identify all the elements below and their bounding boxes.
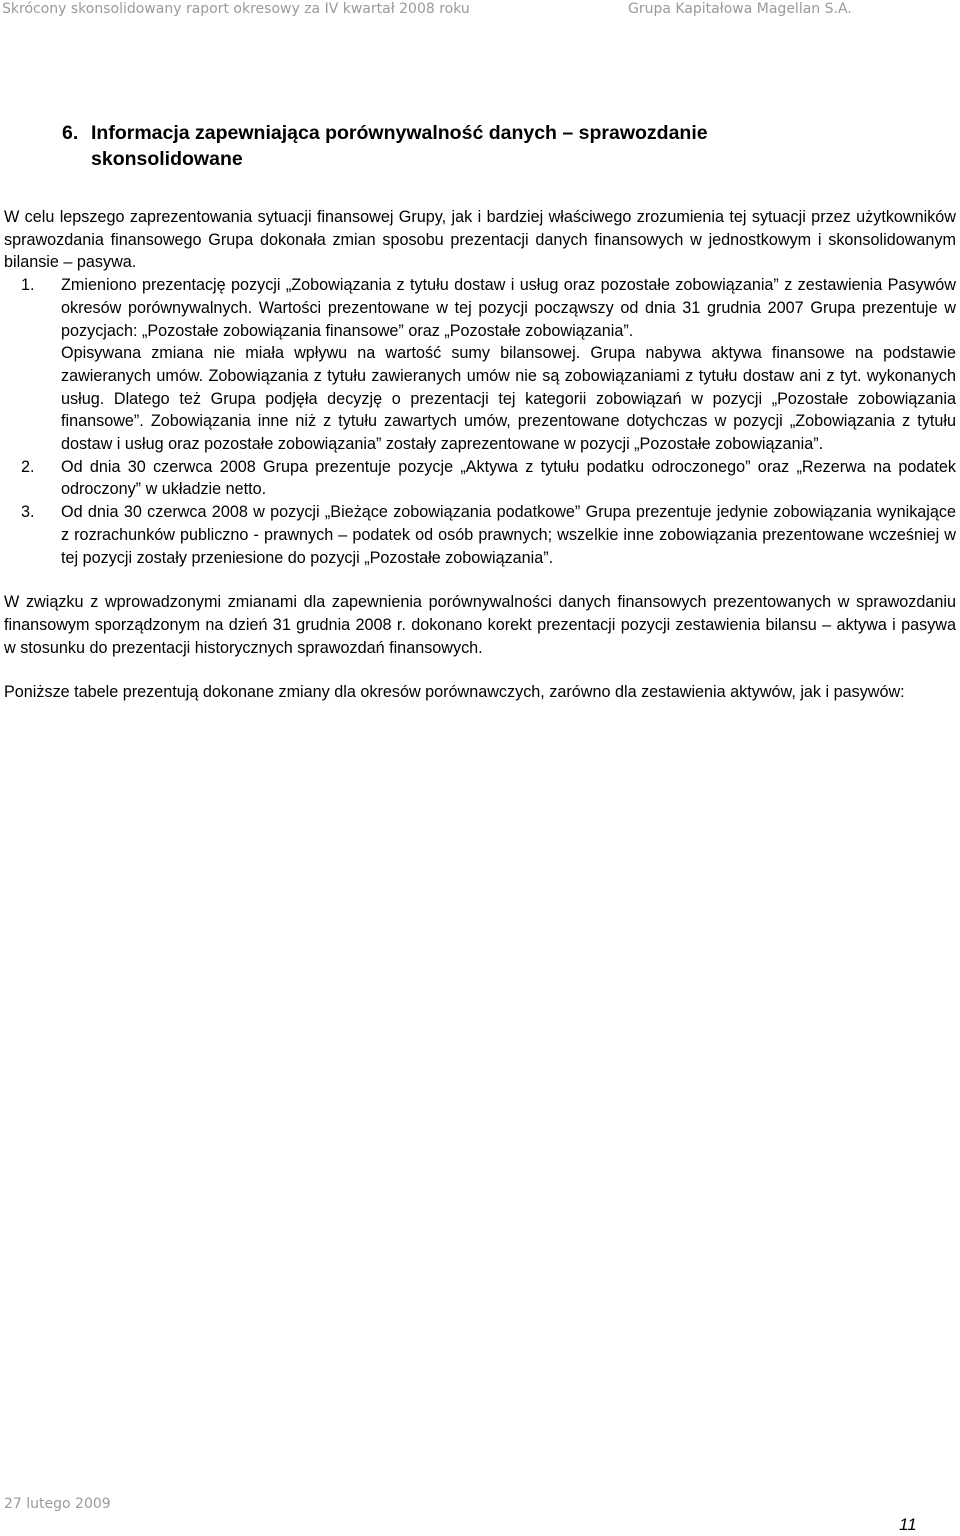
document-body (4, 206, 956, 704)
paragraph-spacer (4, 659, 956, 681)
header-company-name: Grupa Kapitałowa Magellan S.A. (628, 1, 852, 17)
list-item-text: Od dnia 30 czerwca 2008 Grupa prezentuje pozycje „Aktywa z tytułu podatku odroczonego” oraz „Rezerwa na podatek odroczony” w układzie netto. (61, 457, 956, 499)
list-item (4, 274, 956, 456)
section-number: 6. (62, 122, 79, 144)
footer-date: 27 lutego 2009 (4, 1496, 111, 1512)
page-number: 11 (899, 1515, 917, 1534)
list-item (4, 456, 956, 501)
list-item-marker: 1. (21, 276, 35, 295)
list-item-text: Zmieniono prezentację pozycji „Zobowiązania z tytułu dostaw i usług oraz pozostałe zobowiązania” z zestawienia Pasywów okresów porównywalnych. Wartości prezentowane w tej pozycji począwszy od dnia 31 grudnia 2007 Grupa prezentuje w pozycjach: „Pozostałe zobowiązania finansowe” oraz „Pozostałe zobowiązania”. (61, 276, 956, 340)
header-report-title: Skrócony skonsolidowany raport okresowy za IV kwartał 2008 roku (2, 1, 470, 17)
section-title (62, 120, 922, 172)
section-title-line1: Informacja zapewniająca porównywalność danych – sprawozdanie (91, 122, 708, 144)
running-header (0, 0, 960, 20)
changes-list (4, 274, 956, 569)
list-item-text: Od dnia 30 czerwca 2008 w pozycji „Bieżące zobowiązania podatkowe” Grupa prezentuje jedynie zobowiązania wynikające z rozrachunków publiczno - prawnych – podatek od osób prawnych; wszelkie inne zobowiązania prezentowane wcześniej w tej pozycji zostały przeniesione do pozycji „Pozostałe zobowiązania”. (61, 503, 956, 567)
list-item-marker: 2. (21, 457, 35, 476)
intro-paragraph: W celu lepszego zaprezentowania sytuacji finansowej Grupy, jak i bardziej właściwego zrozumienia tej sytuacji przez użytkowników sprawozdania finansowego Grupa dokonała zmian sposobu prezentacji danych finansowych w jednostkowym i skonsolidowanym bilansie – pasywa. (4, 208, 956, 272)
list-item-marker: 3. (21, 503, 35, 522)
paragraph-spacer (4, 569, 956, 591)
tables-intro-paragraph: Poniższe tabele prezentują dokonane zmiany dla okresów porównawczych, zarówno dla zestawienia aktywów, jak i pasywów: (4, 683, 905, 702)
list-item-text: Opisywana zmiana nie miała wpływu na wartość sumy bilansowej. Grupa nabywa aktywa finansowe na podstawie zawieranych umów. Zobowiązania z tytułu zawieranych umów nie są zobowiązaniami z tytułu dostaw ani z tyt. wykonanych usług. Dlatego też Grupa podjęła decyzję o prezentacji tej kategorii zobowiązań w pozycji „Pozostałe zobowiązania finansowe”. Zobowiązania inne niż z tytułu zawartych umów, prezentowane dotychczas w pozycji „Zobowiązania z tytułu dostaw i usług oraz pozostałe zobowiązania” zostały zaprezentowane w pozycji „Pozostałe zobowiązania”. (61, 344, 956, 454)
comparability-paragraph: W związku z wprowadzonymi zmianami dla zapewnienia porównywalności danych finansowych prezentowanych w sprawozdaniu finansowym sporządzonym na dzień 31 grudnia 2008 r. dokonano korekt prezentacji pozycji zestawienia bilansu – aktywa i pasywa w stosunku do prezentacji historycznych sprawozdań finansowych. (4, 593, 956, 657)
list-item (4, 501, 956, 569)
section-title-line2: skonsolidowane (91, 148, 243, 170)
